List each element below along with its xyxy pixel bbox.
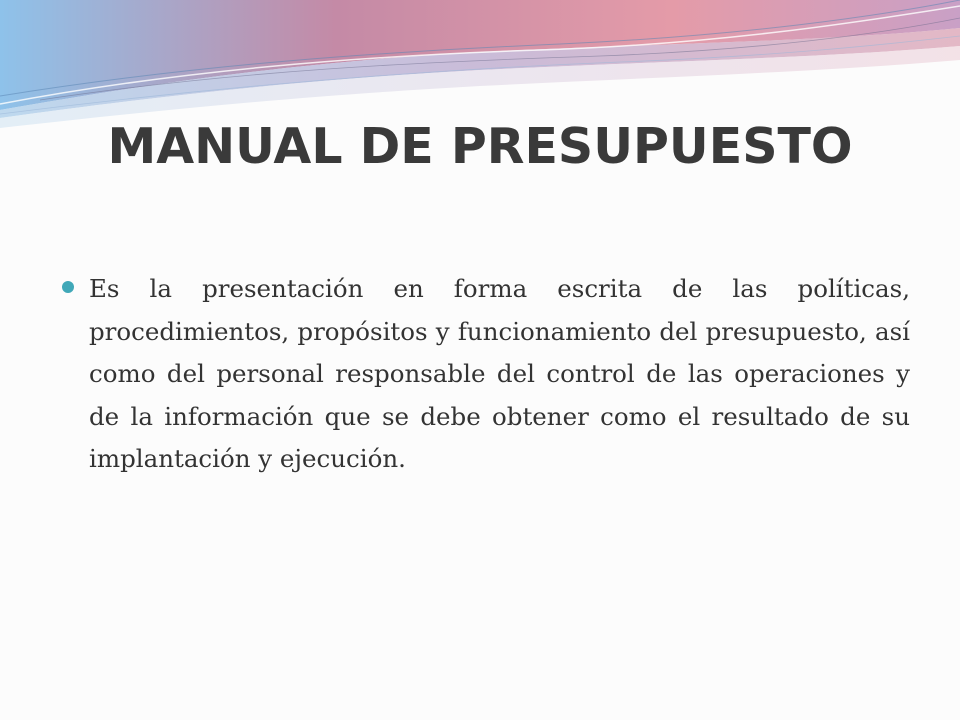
bullet-item <box>60 268 910 481</box>
slide-title: MANUAL DE PRESUPUESTO <box>107 118 853 175</box>
bullet-dot-icon <box>62 281 74 293</box>
slide-body <box>60 268 910 481</box>
bullet-text: Es la presentación en forma escrita de las políticas, procedimientos, propósitos y funcionamiento del presupuesto, así como del personal responsable del control de las operaciones y de la información que se debe obtener como el resultado de su implantación y ejecución. <box>89 274 910 473</box>
header-wave-decoration <box>0 0 960 130</box>
